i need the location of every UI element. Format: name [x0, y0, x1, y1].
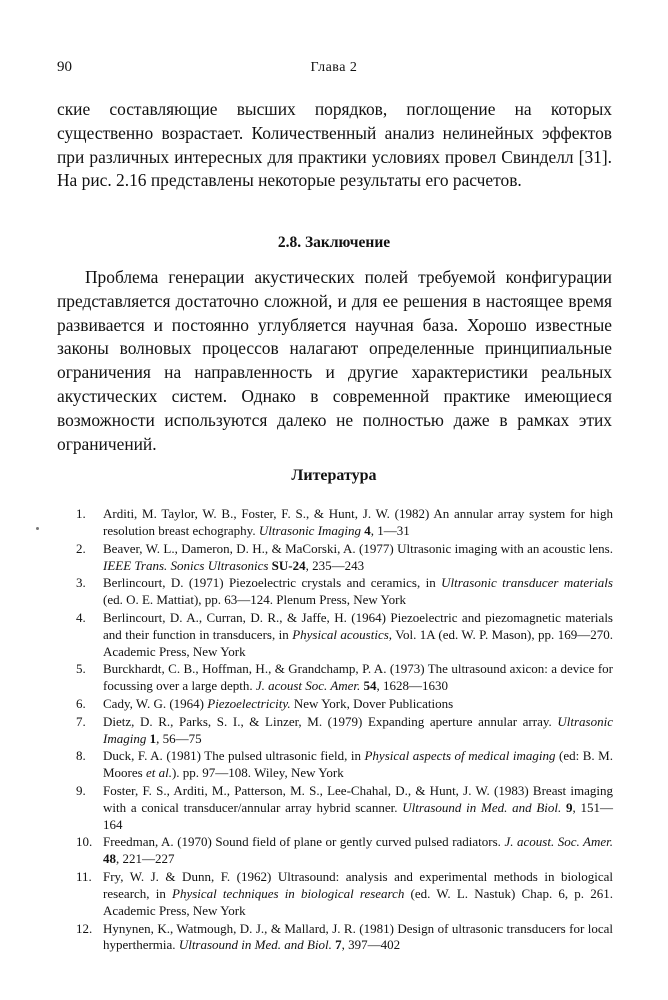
reference-item [76, 610, 613, 661]
reference-text: Cady, W. G. (1964) Piezoelectricity. New York, Dover Publications [103, 695, 454, 711]
page-number: 90 [57, 59, 72, 75]
reference-item [76, 748, 613, 782]
reference-text: Berlincourt, D. (1971) Piezoelectric crystals and ceramics, in Ultrasonic transducer materials (ed. O. E. Mattiat), pp. 63—124. Plenum Press, New York [103, 575, 613, 608]
reference-text: Fry, W. J. & Dunn, F. (1962) Ultrasound: analysis and experimental methods in biological research, in Physical techniques in biological research (ed. W. L. Nastuk) Chap. 6, p. 261. Academic Press, New York [103, 869, 613, 918]
reference-item [76, 714, 613, 748]
references-heading: Литература [291, 467, 377, 484]
reference-number: 2. [76, 540, 86, 556]
reference-number: 7. [76, 713, 86, 729]
margin-dot [36, 527, 39, 530]
reference-number: 6. [76, 695, 86, 711]
reference-text: Burckhardt, C. B., Hoffman, H., & Grandchamp, P. A. (1973) The ultrasound axicon: a device for focussing over a large depth. J. acoust Soc. Amer. 54, 1628—1630 [103, 661, 613, 694]
reference-number: 9. [76, 782, 86, 798]
reference-item [76, 541, 613, 575]
reference-text: Berlincourt, D. A., Curran, D. R., & Jaffe, H. (1964) Piezoelectric and piezomagnetic materials and their function in transducers, in Physical acoustics, Vol. 1A (ed. W. P. Mason), pp. 169—270. Academic Press, New York [103, 609, 613, 659]
reference-number: 4. [76, 609, 86, 625]
reference-number: 11. [76, 869, 92, 884]
reference-text: Freedman, A. (1970) Sound field of plane or gently curved pulsed radiators. J. acoust. Soc. Amer. 48, 221—227 [103, 834, 613, 867]
reference-item [76, 834, 613, 868]
reference-list [76, 506, 613, 955]
reference-text: Hynynen, K., Watmough, D. J., & Mallard, J. R. (1981) Design of ultrasonic transducers for local hyperthermia. Ultrasound in Med. and Biol. 7, 397—402 [103, 920, 613, 953]
reference-number: 1. [76, 506, 86, 521]
reference-number: 12. [76, 920, 93, 936]
running-title: Глава 2 [310, 60, 358, 75]
reference-text: Duck, F. A. (1981) The pulsed ultrasonic field, in Physical aspects of medical imaging (ed: B. M. Moores et al.). pp. 97—108. Wiley, New York [103, 748, 613, 781]
reference-item [76, 506, 613, 540]
reference-item [76, 575, 613, 609]
reference-number: 8. [76, 748, 86, 764]
reference-text: Arditi, M. Taylor, W. B., Foster, F. S., & Hunt, J. W. (1982) An annular array system for high resolution breast echography. Ultrasonic Imaging 4, 1—31 [103, 506, 613, 538]
conclusion-paragraph: Проблема генерации акустических полей требуемой конфигурации представляется достаточно сложной, и для ее решения в настоящее время развивается и постоянно углубляется научная база. Хорошо известные законы волновых процессов налагают определенные принципиальные ограничения на направленность и другие характеристики реальных акустических систем. Однако в современной практике имеющиеся возможности используются далеко не полностью даже в рамках этих ограничений. [57, 267, 612, 454]
reference-number: 10. [76, 834, 93, 850]
reference-item [76, 661, 613, 695]
reference-text: Dietz, D. R., Parks, S. I., & Linzer, M. (1979) Expanding aperture annular array. Ultrasonic Imaging 1, 56—75 [103, 713, 613, 746]
reference-number: 3. [76, 575, 86, 591]
reference-text: Foster, F. S., Arditi, M., Patterson, M. S., Lee-Chahal, D., & Hunt, J. W. (1983) Breast imaging with a conical transducer/annular array hybrid scanner. Ultrasound in Med. and Biol. 9, 151—164 [103, 782, 614, 832]
reference-item [76, 696, 613, 713]
reference-item [76, 869, 613, 920]
body-paragraph-1: ские составляющие высших порядков, поглощение на которых существенно возрастает. Количественный анализ нелинейных эффектов при различных интересных для практики условиях провел Свинделл [31]. На рис. 2.16 представлены некоторые результаты его расчетов. [57, 99, 612, 191]
reference-item [76, 921, 613, 955]
reference-text: Beaver, W. L., Dameron, D. H., & MaCorski, A. (1977) Ultrasonic imaging with an acoustic lens. IEEE Trans. Sonics Ultrasonics SU-24, 235—243 [103, 540, 613, 573]
section-heading: 2.8. Заключение [277, 234, 391, 251]
reference-item [76, 783, 613, 834]
reference-number: 5. [76, 661, 86, 677]
